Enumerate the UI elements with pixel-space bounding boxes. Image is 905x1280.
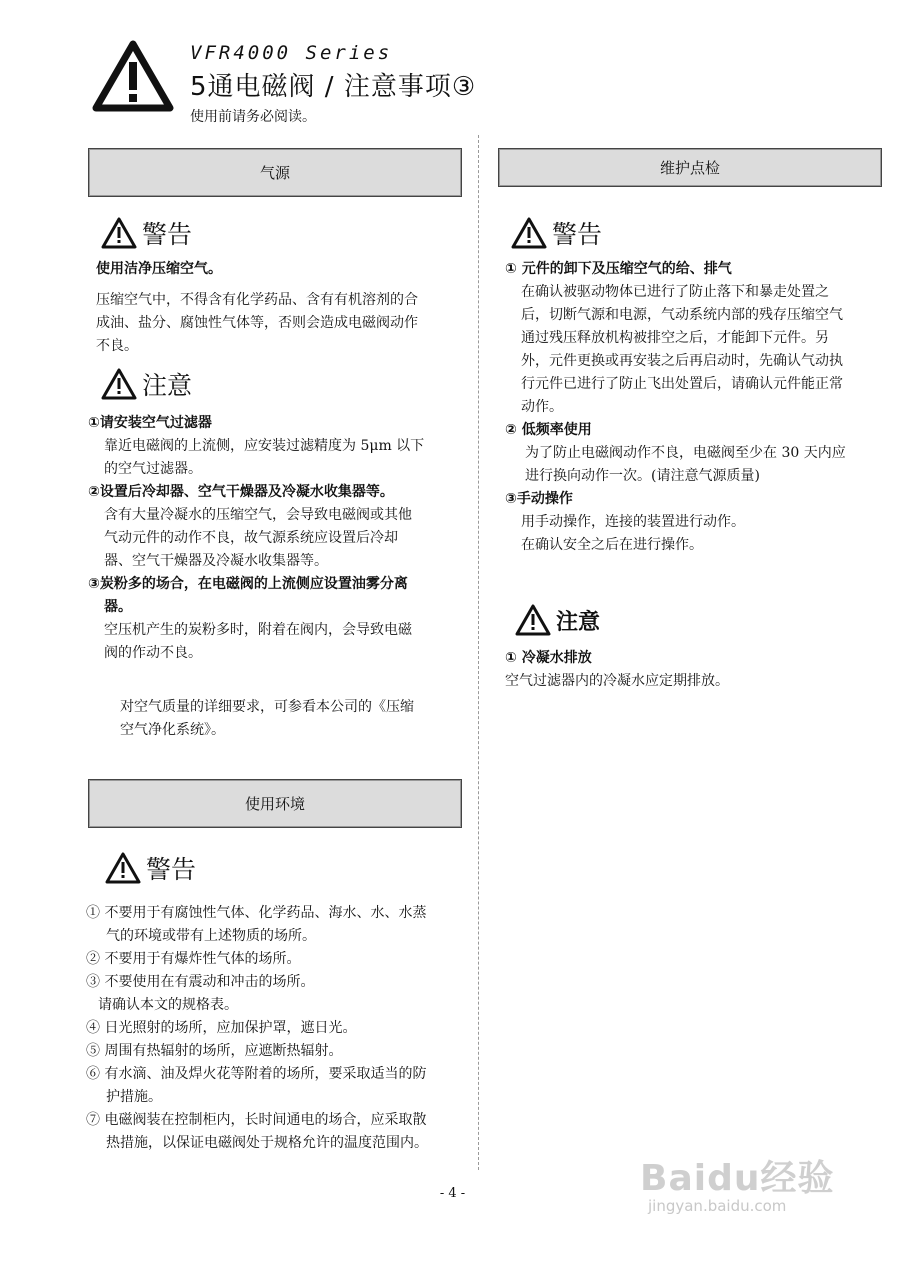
text-line: 不良。 bbox=[96, 338, 138, 354]
text-line: 压缩空气中，不得含有化学药品、含有有机溶剂的合 bbox=[96, 292, 418, 308]
section-header-environment bbox=[88, 779, 462, 828]
warning-icon bbox=[100, 367, 138, 401]
air-quality-note bbox=[120, 696, 470, 742]
maintenance-item-2-title: ② 低频率使用 bbox=[505, 422, 592, 438]
caution-item-1-title: ①请安装空气过滤器 bbox=[88, 415, 212, 431]
caution-label: 注意 bbox=[142, 371, 193, 400]
warning-heading bbox=[510, 215, 602, 251]
list-item: ⑦ 电磁阀装在控制柜内，长时间通电的场合，应采取散 bbox=[86, 1112, 427, 1128]
warning-triangle-icon bbox=[92, 40, 174, 112]
maintenance-item-3-title: ③手动操作 bbox=[505, 491, 573, 507]
list-item-cont: 请确认本文的规格表。 bbox=[98, 997, 238, 1013]
watermark-url: jingyan.baidu.com bbox=[648, 1197, 787, 1215]
page-title: 5通电磁阀 / 注意事项③ bbox=[190, 72, 477, 102]
text-line: 器、空气干燥器及冷凝水收集器等。 bbox=[104, 553, 328, 569]
text-line: 用手动操作，连接的装置进行动作。 bbox=[521, 514, 745, 530]
watermark-brand: Baidu经验 bbox=[640, 1158, 835, 1199]
text-line: 对空气质量的详细要求，可参看本公司的《压缩 bbox=[120, 699, 414, 715]
caution-heading bbox=[514, 603, 600, 637]
page-number: - 4 - bbox=[439, 1186, 466, 1201]
text-line: 行元件已进行了防止飞出处置后，请确认元件能正常 bbox=[521, 376, 843, 392]
text-line: 阀的作动不良。 bbox=[104, 645, 202, 661]
section-title: 使用环境 bbox=[244, 795, 305, 813]
text-line: 动作。 bbox=[521, 399, 563, 415]
text-line: 空气过滤器内的冷凝水应定期排放。 bbox=[505, 673, 729, 689]
caution-item-3-title: ③炭粉多的场合，在电磁阀的上流侧应设置油雾分离 bbox=[88, 576, 408, 592]
warning-heading bbox=[104, 850, 196, 886]
air-caution-block bbox=[88, 412, 473, 665]
section-header-air bbox=[88, 148, 462, 197]
list-item: ② 不要用于有爆炸性气体的场所。 bbox=[86, 951, 301, 967]
warning-icon bbox=[514, 603, 552, 637]
maintenance-caution-block bbox=[505, 647, 895, 693]
caution-heading bbox=[100, 366, 192, 402]
list-item: ⑤ 周围有热辐射的场所，应遮断热辐射。 bbox=[86, 1043, 343, 1059]
list-item-cont: 热措施，以保证电磁阀处于规格允许的温度范围内。 bbox=[106, 1135, 428, 1151]
section-title: 气源 bbox=[259, 164, 290, 182]
air-warning-item: 使用洁净压缩空气。 bbox=[96, 261, 222, 277]
list-item-cont: 气的环境或带有上述物质的场所。 bbox=[106, 928, 316, 944]
text-line: 后，切断气源和电源，气动系统内部的残存压缩空气 bbox=[521, 307, 843, 323]
warning-label: 警告 bbox=[146, 855, 197, 884]
text-line: 气动元件的动作不良，故气源系统应设置后冷却 bbox=[104, 530, 398, 546]
list-item: ④ 日光照射的场所，应加保护罩，遮日光。 bbox=[86, 1020, 357, 1036]
caution-item-2-title: ②设置后冷却器、空气干燥器及冷凝水收集器等。 bbox=[88, 484, 394, 500]
maintenance-warning-block bbox=[505, 258, 895, 557]
text-line: 成油、盐分、腐蚀性气体等，否则会造成电磁阀动作 bbox=[96, 315, 418, 331]
text-line: 含有大量冷凝水的压缩空气，会导致电磁阀或其他 bbox=[104, 507, 412, 523]
warning-icon bbox=[510, 216, 548, 250]
column-divider bbox=[478, 135, 479, 1170]
warning-heading bbox=[100, 215, 192, 251]
warning-icon bbox=[100, 216, 138, 250]
text-line: 通过残压释放机构被排空之后，才能卸下元件。另 bbox=[521, 330, 829, 346]
air-warning-block bbox=[96, 258, 476, 358]
warning-icon bbox=[104, 851, 142, 885]
text-line: 为了防止电磁阀动作不良，电磁阀至少在 30 天内应 bbox=[525, 445, 846, 461]
text-line: 在确认被驱动物体已进行了防止落下和暴走处置之 bbox=[521, 284, 829, 300]
maintenance-caution-title: ① 冷凝水排放 bbox=[505, 650, 592, 666]
maintenance-item-1-title: ① 元件的卸下及压缩空气的给、排气 bbox=[505, 261, 732, 277]
text-line: 的空气过滤器。 bbox=[104, 461, 202, 477]
text-line: 空压机产生的炭粉多时，附着在阀内，会导致电磁 bbox=[104, 622, 412, 638]
section-title: 维护点检 bbox=[659, 159, 720, 177]
environment-warning-list bbox=[86, 902, 476, 1155]
text-line: 空气净化系统》。 bbox=[120, 722, 225, 738]
list-item: ⑥ 有水滴、油及焊火花等附着的场所，要采取适当的防 bbox=[86, 1066, 427, 1082]
caution-label: 注意 bbox=[556, 609, 601, 635]
section-header-maintenance bbox=[498, 148, 882, 187]
series-name: VFR4000 Series bbox=[190, 42, 393, 64]
text-line: 在确认安全之后在进行操作。 bbox=[521, 537, 703, 553]
list-item: ① 不要用于有腐蚀性气体、化学药品、海水、水、水蒸 bbox=[86, 905, 427, 921]
text-line: 靠近电磁阀的上流侧，应安装过滤精度为 5μm 以下 bbox=[104, 438, 425, 454]
warning-label: 警告 bbox=[552, 220, 603, 249]
text-line: 进行换向动作一次。(请注意气源质量) bbox=[525, 468, 760, 484]
warning-label: 警告 bbox=[142, 220, 193, 249]
caution-item-3-title-cont: 器。 bbox=[104, 599, 132, 615]
page-subtitle: 使用前请务必阅读。 bbox=[190, 109, 316, 125]
text-line: 外，元件更换或再安装之后再启动时，先确认气动执 bbox=[521, 353, 843, 369]
list-item-cont: 护措施。 bbox=[106, 1089, 162, 1105]
watermark bbox=[640, 1150, 890, 1215]
list-item: ③ 不要使用在有震动和冲击的场所。 bbox=[86, 974, 315, 990]
